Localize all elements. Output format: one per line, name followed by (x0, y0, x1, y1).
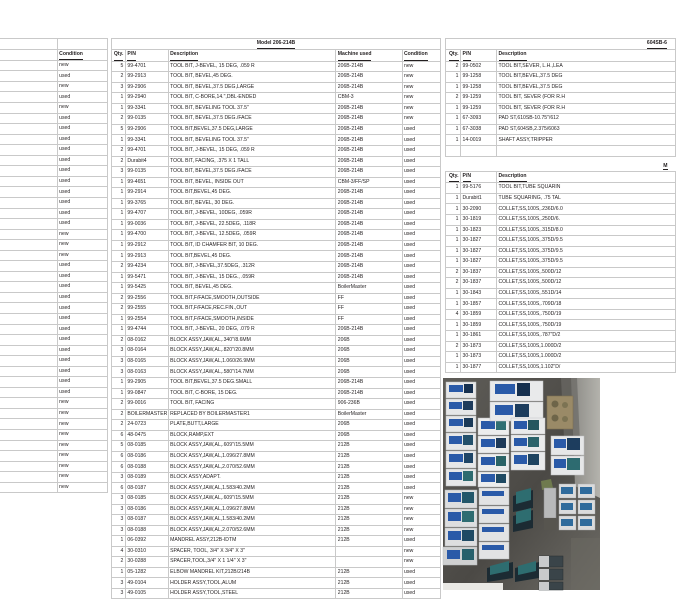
table-row[interactable]: 1 99-5471 TOOL BIT, J-BEVEL, 15 DEG., .059R 206B-214B used (112, 272, 441, 283)
table-row[interactable]: 6 08-0187 BLOCK ASSY,JAW,AL,1.583/40.2MM 212B used (112, 483, 441, 494)
center-table-title: Model 206-214B (112, 39, 441, 50)
column-header: Condition (402, 50, 441, 61)
table-row[interactable]: 1 30-1877 COLLET,SS,100S,1.102"D/ (446, 362, 676, 373)
left-header-row (0, 49, 108, 60)
right-top-header-row (446, 50, 676, 61)
table-row[interactable]: used (0, 71, 108, 82)
table-row[interactable]: used (0, 377, 108, 388)
table-row[interactable]: used (0, 145, 108, 156)
table-row[interactable]: 1 30-1823 COLLET,SS,100S,.315D/8.0 (446, 225, 676, 236)
table-row[interactable]: 6 08-0186 BLOCK ASSY,JAW,AL,1.096/27.8MM 212B used (112, 451, 441, 462)
center-table-title-row (112, 39, 441, 50)
table-row[interactable]: used (0, 134, 108, 145)
table-row[interactable]: used (0, 345, 108, 356)
table-row[interactable]: 1 99-2905 TOOL BIT,BEVEL,37.5 DEG.SMALL 206B-214B used (112, 378, 441, 389)
table-row[interactable]: 2 30-1837 COLLET,SS,100S,.500D/12 (446, 278, 676, 289)
table-row[interactable]: 1 99-1259 TOOL BIT, SEVER (FOR R.H (446, 103, 676, 114)
table-row[interactable]: used (0, 166, 108, 177)
table-row[interactable]: 1 30-1827 COLLET,SS,100S,.375D/9.5 (446, 257, 676, 268)
table-row[interactable]: 3 08-0189 BLOCK ASSY,ADAPT. 212B used (112, 472, 441, 483)
table-row[interactable]: 5 99-2906 TOOL BIT,BEVEL,37.5 DEG,LARGE 206B-214B used (112, 124, 441, 135)
table-row[interactable]: used (0, 155, 108, 166)
table-row[interactable]: 1 99-0036 TOOL BIT, J-BEVEL, 22.5DEG, .118R 206B-214B used (112, 219, 441, 230)
column-header: Qty. (446, 50, 461, 61)
right-bottom-title-row (446, 162, 676, 172)
table-row[interactable]: new (0, 461, 108, 472)
table-row[interactable]: 3 08-0188 BLOCK ASSY,JAW,AL,2.070/52.6MM 212B new (112, 525, 441, 536)
table-row[interactable]: 1 30-1827 COLLET,SS,100S,.375D/9.5 (446, 236, 676, 247)
table-row[interactable]: used (0, 219, 108, 230)
table-row[interactable]: 2 30-1873 COLLET,SS,100S,1.000D/2 (446, 341, 676, 352)
table-row[interactable]: new (0, 240, 108, 251)
table-row[interactable]: used (0, 271, 108, 282)
center-header-row (112, 50, 441, 61)
center-inventory-table[interactable] (111, 38, 441, 599)
table-row[interactable]: 1 99-0847 TOOL BIT, C-BORE, 15 DEG. 206B-214B used (112, 388, 441, 399)
table-row[interactable]: 1 30-1843 COLLET,SS,100S,.551D/14 (446, 288, 676, 299)
table-row[interactable]: 2 99-2913 TOOL BIT, BEVEL,45 DEG. 206B-214B new (112, 72, 441, 83)
table-row[interactable]: used (0, 92, 108, 103)
table-row[interactable]: 1 30-1827 COLLET,SS,100S,.375D/9.5 (446, 246, 676, 257)
column-header: Qty. (112, 50, 126, 61)
table-row[interactable]: 2 99-0135 TOOL BIT, BEVEL,37.5 DEG./FACE 206B-214B new (112, 114, 441, 125)
table-row[interactable]: 1 67-3093 PAD ST,610SB-10.75"/612 (446, 114, 676, 125)
right-inventory-table[interactable] (445, 38, 676, 373)
column-header: Machine used (336, 50, 402, 61)
table-row[interactable]: 3 08-0163 BLOCK ASSY,JAW,AL,.580"/14.7MM 206B used (112, 367, 441, 378)
table-row[interactable]: 1 30-1861 COLLET,SS,100S,.787"D/2 (446, 331, 676, 342)
column-header: P/N (461, 172, 497, 183)
table-row[interactable]: new (0, 229, 108, 240)
table-row[interactable]: new (0, 81, 108, 92)
table-row[interactable]: 1 14-0019 SHAFT ASSY,TRIPPER (446, 135, 676, 146)
column-header: Condition (57, 49, 107, 60)
table-row[interactable]: 1 30-2090 COLLET,SS,100S,.236D/6.0 (446, 204, 676, 215)
table-row[interactable]: 1 99-2912 TOOL BIT, ID CHAMFER BIT, 10 DEG. 206B-214B used (112, 240, 441, 251)
table-row[interactable]: used (0, 324, 108, 335)
table-row[interactable]: 3 08-0186 BLOCK ASSY,JAW,AL,1.096/27.8MM 212B new (112, 504, 441, 515)
table-row[interactable]: used (0, 366, 108, 377)
table-row[interactable]: new (0, 60, 108, 71)
table-row[interactable]: 2 99-2556 TOOL BIT,F/FACE,SMOOTH,OUTSIDE FF used (112, 293, 441, 304)
table-row[interactable]: 3 49-0105 HOLDER ASSY,TOOL,STEEL 212B used (112, 588, 441, 599)
table-row[interactable]: 3 49-0104 HOLDER ASSY,TOOL,ALUM 212B used (112, 578, 441, 589)
column-header: Description (168, 50, 336, 61)
table-row[interactable]: 1 06-0392 MANDREL ASSY,212B-IDTM 212B used (112, 536, 441, 547)
table-row[interactable]: 2 Durabit4 TOOL BIT, FACING, .375 X 1 TALL 206B-214B used (112, 156, 441, 167)
right-separator-row (446, 145, 676, 156)
table-row[interactable]: used (0, 282, 108, 293)
table-row[interactable]: 1 99-2913 TOOL BIT,BEVEL,45 DEG. 206B-214B used (112, 251, 441, 262)
table-row[interactable]: used (0, 208, 108, 219)
left-title-row (0, 39, 108, 50)
table-row[interactable]: 2 99-1259 TOOL BIT, SEVER (FOR R.H (446, 93, 676, 104)
table-row[interactable]: new (0, 482, 108, 493)
table-row[interactable]: used (0, 335, 108, 346)
table-row[interactable]: used (0, 187, 108, 198)
table-row[interactable]: 3 08-0187 BLOCK ASSY,JAW,AL,1.583/40.2MM 212B new (112, 515, 441, 526)
table-row[interactable]: new (0, 451, 108, 462)
table-row[interactable]: used (0, 113, 108, 124)
column-header (0, 49, 57, 60)
table-row[interactable]: 2 99-0502 TOOL BIT,SEVER, L.H.,LEA (446, 61, 676, 72)
table-row[interactable]: used (0, 292, 108, 303)
column-header: P/N (125, 50, 168, 61)
table-row[interactable]: new (0, 419, 108, 430)
right-bottom-title: M (446, 162, 676, 172)
table-row[interactable]: 5 99-4701 TOOL BIT, J-BEVEL, 15 DEG, .059 R 206B-214B new (112, 61, 441, 72)
table-row[interactable]: 6 48-0475 BLOCK,RAMP,EXT 206B used (112, 430, 441, 441)
table-row[interactable]: 2 99-2555 TOOL BIT,F/FACE,REC.FIN.,OUT FF used (112, 304, 441, 315)
table-row[interactable]: new (0, 398, 108, 409)
photo-svg (443, 378, 600, 590)
table-row[interactable]: 3 99-2906 TOOL BIT, BEVEL,37.5 DEG,LARGE 206B-214B new (112, 82, 441, 93)
column-header: Qty. (446, 172, 461, 183)
table-row[interactable]: 1 30-1819 COLLET,SS,100S,.250D/6. (446, 215, 676, 226)
table-row[interactable]: 3 08-0164 BLOCK ASSY,JAW,AL,.820"/20.8MM 206B used (112, 346, 441, 357)
table-row[interactable]: used (0, 313, 108, 324)
column-header: Description (497, 50, 676, 61)
table-row[interactable]: used (0, 387, 108, 398)
table-row[interactable]: 1 99-2914 TOOL BIT,BEVEL,45 DEG. 206B-214B used (112, 188, 441, 199)
table-row[interactable]: 2 24-0723 PLATE,BUTT,LARGE 206B used (112, 420, 441, 431)
table-row[interactable]: 3 08-0185 BLOCK ASSY,JAW,AL,.609"/15.5MM 212B new (112, 494, 441, 505)
table-row[interactable]: new (0, 250, 108, 261)
left-inventory-table[interactable] (0, 38, 108, 493)
table-row[interactable]: 4 30-1859 COLLET,SS,100S,.750D/19 (446, 309, 676, 320)
table-row[interactable]: 1 99-2554 TOOL BIT,F/FACE,SMOOTH,INSIDE FF used (112, 314, 441, 325)
table-row[interactable]: 2 BOILERMASTER REPLACED BY BOILERMASTER1 BoilerMaster used (112, 409, 441, 420)
table-row[interactable]: 2 99-4234 TOOL BIT, J-BEVEL,37.5DEG, .312R 206B-214B used (112, 261, 441, 272)
table-row[interactable]: 1 Durabit1 TUBE SQUARING, .75 TAL (446, 193, 676, 204)
table-row[interactable]: 1 99-5176 TOOL BIT,TUBE SQUARIN (446, 183, 676, 194)
table-row[interactable]: new (0, 408, 108, 419)
table-row[interactable]: 1 99-4744 TOOL BIT, J-BEVEL, 20 DEG, .079 R 206B-214B used (112, 325, 441, 336)
table-row[interactable]: used (0, 124, 108, 135)
table-row[interactable]: 1 99-5425 TOOL BIT, BEVEL,45 DEG. BoilerMaster used (112, 283, 441, 294)
table-row[interactable]: 2 08-0162 BLOCK ASSY,JAW,AL,.340"/8.6MM 206B used (112, 335, 441, 346)
table-row[interactable]: 1 30-1873 COLLET,SS,100S,1.000D/2 (446, 352, 676, 363)
table-row[interactable]: new (0, 472, 108, 483)
table-row[interactable]: 1 99-3341 TOOL BIT, BEVELING TOOL 37.5" 206B-214B used (112, 135, 441, 146)
table-row[interactable]: 3 08-0165 BLOCK ASSY,JAW,AL,1.060/26.9MM 206B used (112, 356, 441, 367)
table-row[interactable]: used (0, 176, 108, 187)
table-row[interactable]: 1 99-1258 TOOL BIT,BEVEL,37.5 DEG (446, 72, 676, 83)
table-row[interactable]: 2 99-4701 TOOL BIT, J-BEVEL, 15 DEG, .059 R 206B-214B used (112, 145, 441, 156)
table-row[interactable]: 3 99-0135 TOOL BIT, BEVEL,37.5 DEG./FACE 206B-214B used (112, 167, 441, 178)
table-row[interactable]: used (0, 303, 108, 314)
right-top-title-row (446, 39, 676, 50)
table-row[interactable]: 1 99-2940 TOOL BIT, C-BORE,14.",DBL-ENDED CBM-3 new (112, 93, 441, 104)
right-bottom-header-row (446, 172, 676, 183)
table-row[interactable]: 1 99-3341 TOOL BIT, BEVELING TOOL 37.5" 206B-214B new (112, 103, 441, 114)
column-header: P/N (461, 50, 497, 61)
table-row[interactable]: 2 30-1837 COLLET,SS,100S,.500D/12 (446, 267, 676, 278)
table-row[interactable]: used (0, 356, 108, 367)
table-row[interactable]: used (0, 261, 108, 272)
column-header: Description (497, 172, 676, 183)
table-row[interactable]: 1 30-1857 COLLET,SS,100S,.709D/18 (446, 299, 676, 310)
table-row[interactable]: 2 99-0016 TOOL BIT, FACING 906-236B used (112, 399, 441, 410)
table-row[interactable]: 1 30-1859 COLLET,SS,100S,.750D/19 (446, 320, 676, 331)
table-row[interactable]: 1 99-3765 TOOL BIT, BEVEL, 30 DEG. 206B-214B used (112, 198, 441, 209)
table-row[interactable]: 1 99-4707 TOOL BIT, J-BEVEL, 10DEG, .059R 206B-214B used (112, 209, 441, 220)
table-row[interactable]: 4 30-0310 SPACER, TOOL, 3/4" X 3/4" X 3" new (112, 546, 441, 557)
table-row[interactable]: 6 08-0188 BLOCK ASSY,JAW,AL,2.070/52.6MM 212B used (112, 462, 441, 473)
table-row[interactable]: 2 30-0288 SPACER,TOOL,3/4" X 1 1/4" X 3" new (112, 557, 441, 568)
table-row[interactable]: 1 05-1282 ELBOW MANDREL KIT,212B/214B 212B used (112, 567, 441, 578)
table-row[interactable]: 1 99-4700 TOOL BIT, J-BEVEL, 12.5DEG, .059R 206B-214B used (112, 230, 441, 241)
table-row[interactable]: 1 99-4651 TOOL BIT, BEVEL, INSIDE OUT CBM-3/FF/SP used (112, 177, 441, 188)
table-row[interactable]: 1 99-1258 TOOL BIT,BEVEL,37.5 DEG (446, 82, 676, 93)
table-row[interactable]: new (0, 103, 108, 114)
table-row[interactable]: used (0, 197, 108, 208)
table-row[interactable]: new (0, 440, 108, 451)
table-row[interactable]: new (0, 429, 108, 440)
tool-inventory-photo (443, 378, 600, 590)
right-top-title: 604SB-6 (446, 39, 676, 50)
table-row[interactable]: 5 08-0185 BLOCK ASSY,JAW,AL,.609"/15.5MM 212B used (112, 441, 441, 452)
table-row[interactable]: 1 67-3038 PAD ST,604SB,2.375/6063 (446, 124, 676, 135)
